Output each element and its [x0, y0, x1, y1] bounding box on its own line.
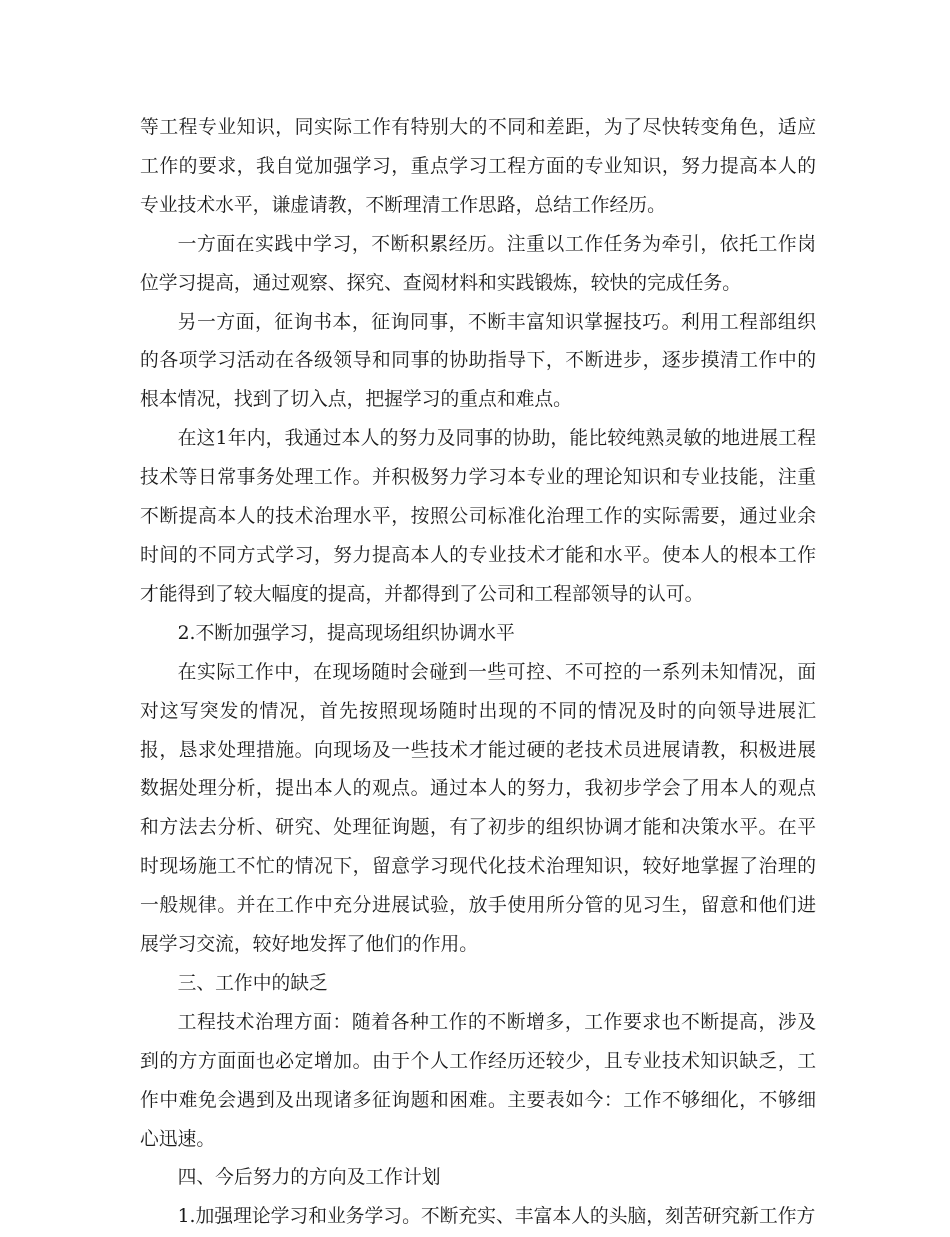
paragraph-continuation: 等工程专业知识，同实际工作有特别大的不同和差距，为了尽快转变角色，适应工作的要求，我自觉加强学习，重点学习工程方面的专业知识，努力提高本人的专业技术水平，谦虚请教，不断理清工作思路，总结工作经历。 [140, 117, 816, 216]
paragraph-practice-learning: 一方面在实践中学习，不断积累经历。注重以工作任务为牵引，依托工作岗位学习提高，通过观察、探究、查阅材料和实践锻炼，较快的完成任务。 [140, 233, 816, 294]
paragraph-consult-books: 另一方面，征询书本，征询同事，不断丰富知识掌握技巧。利用工程部组织的各项学习活动在各级领导和同事的协助指导下，不断进步，逐步摸清工作中的根本情况，找到了切入点，把握学习的重点和难点。 [140, 311, 816, 411]
document-body [140, 109, 816, 1237]
paragraph-technical-management: 工程技术治理方面：随着各种工作的不断增多，工作要求也不断提高，涉及到的方方面面也必定增加。由于个人工作经历还较少，且专业技术知识缺乏，工作中难免会遇到及出现诸多征询题和困难。主要表如今：工作不够细化，不够细心迅速。 [140, 1011, 816, 1150]
paragraph-site-coordination: 在实际工作中，在现场随时会碰到一些可控、不可控的一系列未知情况，面对这写突发的情况，首先按照现场随时出现的不同的情况及时的向领导进展汇报，恳求处理措施。向现场及一些技术才能过硬的老技术员进展请教，积极进展数据处理分析，提出本人的观点。通过本人的努力，我初步学会了用本人的观点和方法去分析、研究、处理征询题，有了初步的组织协调才能和决策水平。在平时现场施工不忙的情况下，留意学习现代化技术治理知识，较好地掌握了治理的一般规律。并在工作中充分进展试验，放手使用所分管的见习生，留意和他们进展学习交流，较好地发挥了他们的作用。 [140, 661, 816, 956]
paragraph-year-summary: 在这1年内，我通过本人的努力及同事的协助，能比较纯熟灵敏的地进展工程技术等日常事务处理工作。并积极努力学习本专业的理论知识和专业技能，注重不断提高本人的技术治理水平，按照公司标准化治理工作的实际需要，通过业余时间的不同方式学习，努力提高本人的专业技术才能和水平。使本人的根本工作才能得到了较大幅度的提高，并都得到了公司和工程部领导的认可。 [140, 428, 816, 605]
heading-future-plan: 四、今后努力的方向及工作计划 [177, 1167, 441, 1189]
subheading-strengthen-learning: 2.不断加强学习，提高现场组织协调水平 [177, 622, 515, 644]
heading-shortcomings: 三、工作中的缺乏 [177, 972, 328, 994]
paragraph-theory-learning: 1.加强理论学习和业务学习。不断充实、丰富本人的头脑，刻苦研究新工作方 [177, 1206, 816, 1228]
